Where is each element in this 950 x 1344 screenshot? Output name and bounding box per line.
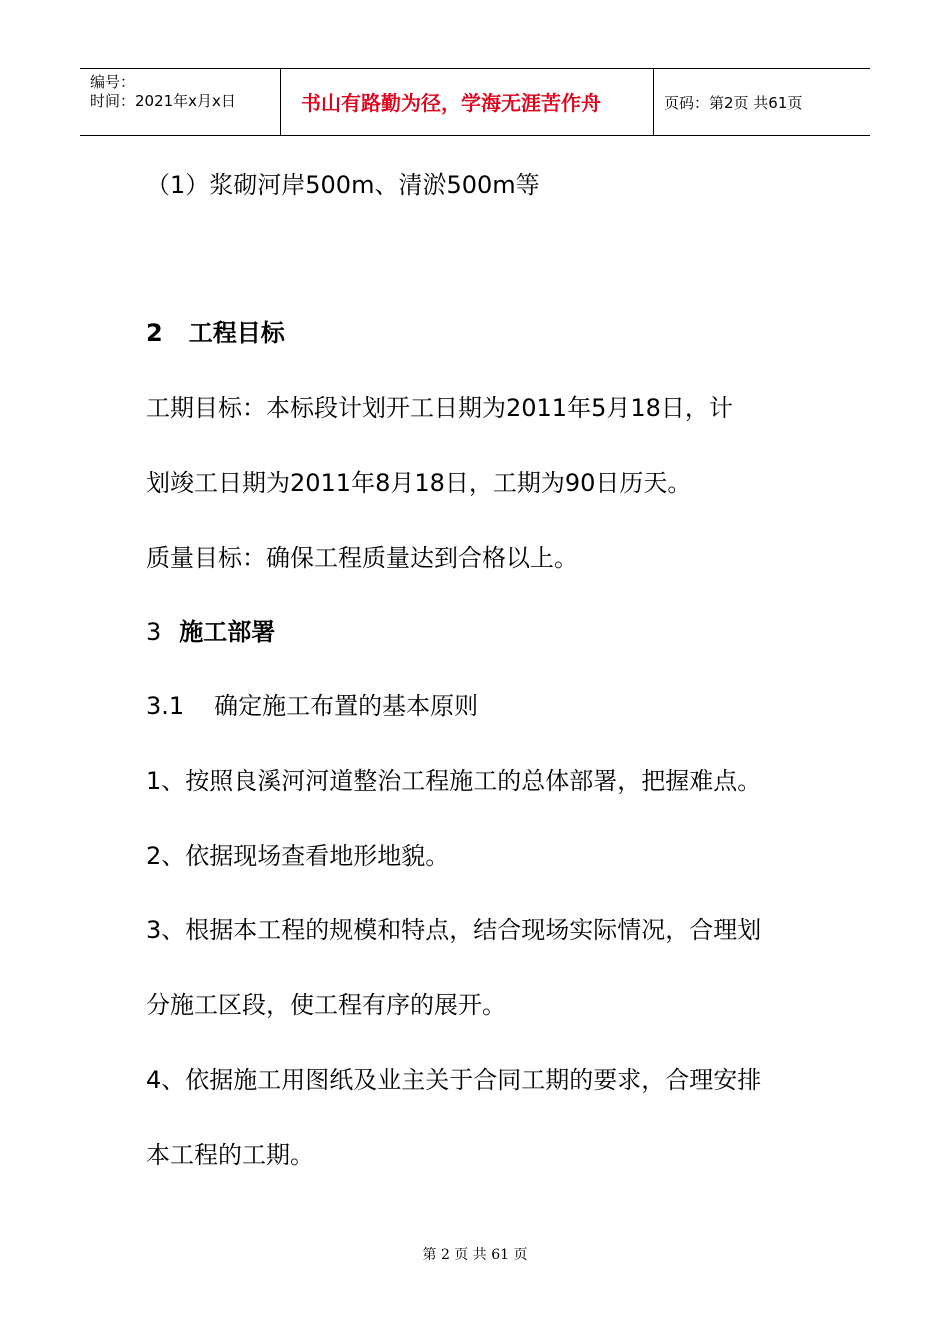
header-page-cell xyxy=(654,69,870,135)
document-time-label: 时间：2021年x月x日 xyxy=(90,92,236,110)
schedule-goal-line-1: 工期目标：本标段计划开工日期为2011年5月18日，计 xyxy=(146,394,733,422)
section-3-1-heading xyxy=(146,691,478,721)
schedule-goal-line-2: 划竣工日期为2011年8月18日，工期为90日历天。 xyxy=(146,469,692,497)
section-3-1-number: 3.1 xyxy=(146,692,185,720)
page-footer: 第 2 页 共 61 页 xyxy=(422,1247,528,1263)
section-3-1-title: 确定施工布置的基本原则 xyxy=(214,692,479,720)
principle-1: 1、按照良溪河河道整治工程施工的总体部署，把握难点。 xyxy=(146,767,762,795)
principle-4-line-1: 4、依据施工用图纸及业主关于合同工期的要求，合理安排 xyxy=(146,1066,762,1094)
section-2-number: 2 xyxy=(146,319,163,347)
section-2-heading xyxy=(146,318,285,348)
header-motto: 书山有路勤为径，学海无涯苦作舟 xyxy=(301,91,601,115)
section-3-number: 3 xyxy=(146,618,162,646)
principle-2: 2、依据现场查看地形地貌。 xyxy=(146,842,450,870)
page-header xyxy=(80,68,870,136)
section-2-title: 工程目标 xyxy=(188,319,285,347)
section-3-title: 施工部署 xyxy=(179,618,276,646)
item-1: （1）浆砌河岸500m、清淤500m等 xyxy=(146,171,540,199)
header-page-label: 页码：第2页 共61页 xyxy=(664,94,803,112)
document-number-label: 编号： xyxy=(90,73,136,91)
header-info-cell xyxy=(80,69,281,135)
principle-4-line-2: 本工程的工期。 xyxy=(146,1141,314,1169)
quality-goal: 质量目标：确保工程质量达到合格以上。 xyxy=(146,544,578,572)
principle-3-line-1: 3、根据本工程的规模和特点，结合现场实际情况，合理划 xyxy=(146,916,762,944)
header-motto-cell xyxy=(281,69,654,135)
principle-3-line-2: 分施工区段，使工程有序的展开。 xyxy=(146,991,506,1019)
section-3-heading xyxy=(146,617,275,647)
